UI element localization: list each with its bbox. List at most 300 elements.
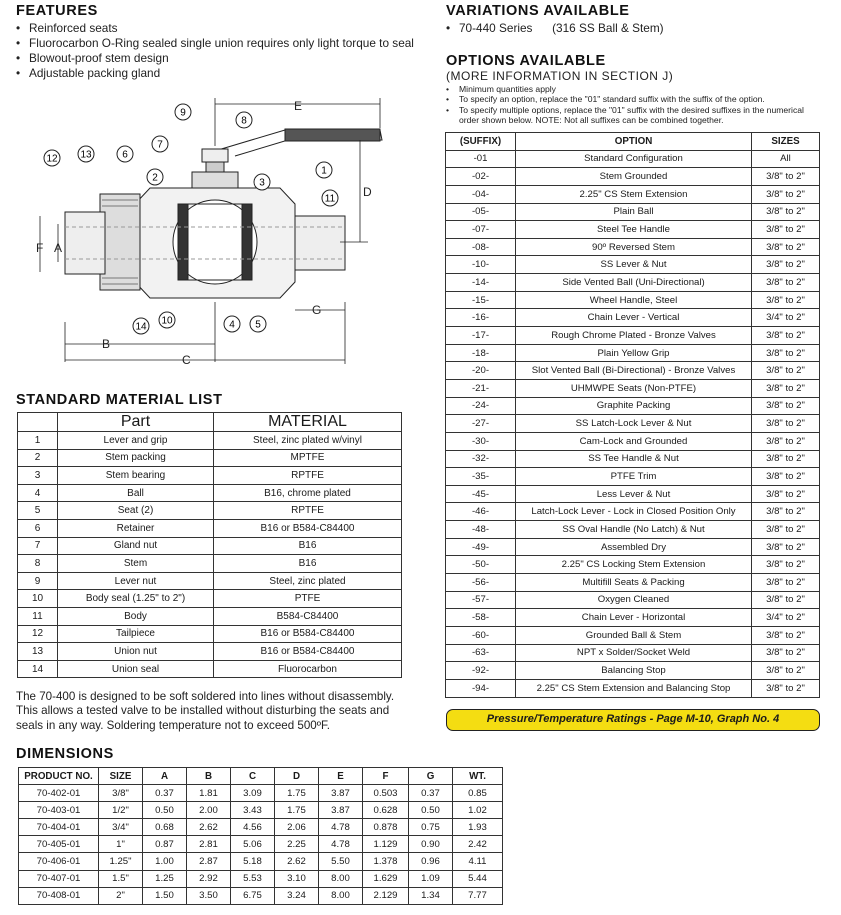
callout-number: 2 [152, 172, 158, 184]
dimensions-cell: 2.00 [187, 802, 231, 819]
dimensions-cell: 0.75 [409, 819, 453, 836]
materials-cell: 7 [18, 537, 58, 555]
options-cell: -45- [446, 485, 516, 503]
options-cell: -16- [446, 309, 516, 327]
options-cell: Graphite Packing [516, 397, 752, 415]
materials-cell: 2 [18, 449, 58, 467]
options-cell: 3/8" to 2" [752, 362, 820, 380]
dimensions-header: G [409, 768, 453, 785]
options-cell: -01 [446, 150, 516, 168]
materials-header-row [18, 413, 402, 432]
options-cell: -58- [446, 609, 516, 627]
options-cell: NPT x Solder/Socket Weld [516, 644, 752, 662]
options-cell: SS Latch-Lock Lever & Nut [516, 415, 752, 433]
options-cell: 90º Reversed Stem [516, 238, 752, 256]
materials-header: MATERIAL [214, 413, 402, 432]
options-cell: 3/8" to 2" [752, 450, 820, 468]
options-header: SIZES [752, 133, 820, 151]
materials-header: Part [58, 413, 214, 432]
materials-cell: 13 [18, 643, 58, 661]
dimensions-cell: 0.37 [409, 785, 453, 802]
options-cell: 3/4" to 2" [752, 609, 820, 627]
options-cell: 2.25" CS Stem Extension [516, 185, 752, 203]
materials-cell: Lever nut [58, 572, 214, 590]
option-note: • To specify multiple options, replace the "01" suffix with the desired suffixes in the numerical order shown below. NOTE: Not all suffixes can be combined together. [446, 105, 826, 126]
dimensions-cell: 2.62 [275, 853, 319, 870]
table-row [18, 502, 402, 520]
dimensions-header: PRODUCT NO. [19, 768, 99, 785]
dimensions-cell: 0.90 [409, 836, 453, 853]
dimensions-header: D [275, 768, 319, 785]
dimensions-cell: 2.87 [187, 853, 231, 870]
options-cell: 3/8" to 2" [752, 538, 820, 556]
options-cell: Side Vented Ball (Uni-Directional) [516, 274, 752, 292]
options-cell: Stem Grounded [516, 168, 752, 186]
dimensions-cell: 2.81 [187, 836, 231, 853]
variations-title: VARIATIONS AVAILABLE [446, 3, 630, 19]
table-row [446, 556, 820, 574]
callout-number: 14 [135, 321, 147, 333]
options-cell: Steel Tee Handle [516, 221, 752, 239]
table-row [18, 572, 402, 590]
materials-cell: Seat (2) [58, 502, 214, 520]
callout-number: 10 [161, 315, 173, 327]
dimensions-cell: 4.78 [319, 836, 363, 853]
dimensions-cell: 1.50 [143, 887, 187, 904]
gland-nut [192, 172, 238, 188]
options-header: (SUFFIX) [446, 133, 516, 151]
materials-table [17, 412, 402, 678]
option-note: • To specify an option, replace the "01" standard suffix with the suffix of the option. [446, 94, 826, 104]
dimensions-cell: 3.87 [319, 785, 363, 802]
options-cell: -35- [446, 468, 516, 486]
table-row [446, 362, 820, 380]
dimensions-cell: 3.87 [319, 802, 363, 819]
dimensions-cell: 2.25 [275, 836, 319, 853]
callout-number: 11 [324, 193, 336, 205]
table-row [19, 819, 503, 836]
options-cell: Wheel Handle, Steel [516, 291, 752, 309]
options-cell: 3/8" to 2" [752, 168, 820, 186]
table-row [446, 609, 820, 627]
table-row [18, 625, 402, 643]
features-title: FEATURES [16, 3, 98, 19]
dimensions-cell: 0.50 [143, 802, 187, 819]
dimensions-cell: 3.43 [231, 802, 275, 819]
dimensions-cell: 1.09 [409, 870, 453, 887]
table-row [446, 503, 820, 521]
materials-cell: Steel, zinc plated w/vinyl [214, 432, 402, 450]
options-cell: Chain Lever - Horizontal [516, 609, 752, 627]
materials-cell: B16 [214, 555, 402, 573]
feature-item: • Reinforced seats [16, 21, 436, 36]
options-cell: 2.25" CS Locking Stem Extension [516, 556, 752, 574]
options-cell: SS Oval Handle (No Latch) & Nut [516, 521, 752, 539]
options-cell: 3/8" to 2" [752, 256, 820, 274]
dimensions-section [16, 746, 114, 762]
materials-cell: Gland nut [58, 537, 214, 555]
materials-cell: Fluorocarbon [214, 660, 402, 678]
options-cell: 3/8" to 2" [752, 485, 820, 503]
options-cell: 3/8" to 2" [752, 574, 820, 592]
materials-cell: PTFE [214, 590, 402, 608]
dimensions-cell: 0.85 [453, 785, 503, 802]
options-cell: 3/8" to 2" [752, 679, 820, 697]
materials-cell: B16 or B584-C84400 [214, 519, 402, 537]
dimensions-cell: 7.77 [453, 887, 503, 904]
dimensions-header: B [187, 768, 231, 785]
options-cell: 3/8" to 2" [752, 221, 820, 239]
options-cell: UHMWPE Seats (Non-PTFE) [516, 379, 752, 397]
dimensions-cell: 6.75 [231, 887, 275, 904]
dimensions-header: F [363, 768, 409, 785]
table-row [446, 644, 820, 662]
dimensions-cell: 1.629 [363, 870, 409, 887]
options-cell: SS Lever & Nut [516, 256, 752, 274]
dim-label-d: D [363, 185, 372, 199]
table-row [18, 484, 402, 502]
table-row [446, 309, 820, 327]
dimensions-cell: 70-405-01 [19, 836, 99, 853]
variation-item: • 70-440 Series (316 SS Ball & Stem) [446, 21, 836, 36]
dimensions-cell: 1.02 [453, 802, 503, 819]
dimensions-cell: 8.00 [319, 887, 363, 904]
lever-nut [202, 149, 228, 162]
options-cell: -18- [446, 344, 516, 362]
table-row [19, 785, 503, 802]
dim-label-c: C [182, 353, 191, 367]
options-cell: -92- [446, 662, 516, 680]
callout-number: 4 [229, 319, 235, 331]
options-cell: Less Lever & Nut [516, 485, 752, 503]
materials-cell: 1 [18, 432, 58, 450]
dimensions-header-row [19, 768, 503, 785]
options-cell: -20- [446, 362, 516, 380]
features-section [16, 3, 436, 81]
table-row [18, 643, 402, 661]
table-row [446, 415, 820, 433]
dimensions-cell: 3/8" [99, 785, 143, 802]
materials-cell: 11 [18, 607, 58, 625]
options-title: OPTIONS AVAILABLE [446, 53, 606, 69]
callout-number: 6 [122, 149, 128, 161]
table-row [446, 450, 820, 468]
materials-cell: 3 [18, 467, 58, 485]
callout-number: 3 [259, 177, 265, 189]
dimensions-cell: 0.96 [409, 853, 453, 870]
options-cell: Oxygen Cleaned [516, 591, 752, 609]
options-cell: 3/8" to 2" [752, 274, 820, 292]
table-row [18, 660, 402, 678]
options-cell: Grounded Ball & Stem [516, 626, 752, 644]
materials-cell: B16 or B584-C84400 [214, 625, 402, 643]
dimensions-cell: 1.00 [143, 853, 187, 870]
callout-number: 8 [241, 115, 247, 127]
table-row [446, 397, 820, 415]
table-row [446, 256, 820, 274]
options-cell: Chain Lever - Vertical [516, 309, 752, 327]
dimensions-cell: 5.53 [231, 870, 275, 887]
table-row [446, 379, 820, 397]
table-row [18, 555, 402, 573]
materials-cell: Body [58, 607, 214, 625]
options-section [446, 53, 826, 125]
dimensions-title: DIMENSIONS [16, 746, 114, 762]
dimensions-cell: 5.06 [231, 836, 275, 853]
materials-cell: Body seal (1.25" to 2") [58, 590, 214, 608]
table-row [446, 203, 820, 221]
options-cell: -57- [446, 591, 516, 609]
options-cell: 3/8" to 2" [752, 327, 820, 345]
ratings-banner [446, 709, 820, 731]
dimensions-cell: 5.50 [319, 853, 363, 870]
materials-cell: 5 [18, 502, 58, 520]
materials-cell: Lever and grip [58, 432, 214, 450]
table-row [446, 679, 820, 697]
table-row [446, 468, 820, 486]
valve-diagram [10, 92, 430, 374]
options-cell: -05- [446, 203, 516, 221]
dimensions-cell: 3.24 [275, 887, 319, 904]
dimensions-cell: 70-407-01 [19, 870, 99, 887]
materials-cell: B584-C84400 [214, 607, 402, 625]
dimensions-cell: 8.00 [319, 870, 363, 887]
materials-cell: 6 [18, 519, 58, 537]
dimensions-cell: 0.878 [363, 819, 409, 836]
dimensions-cell: 1.34 [409, 887, 453, 904]
options-cell: SS Tee Handle & Nut [516, 450, 752, 468]
table-row [446, 168, 820, 186]
dimensions-cell: 70-403-01 [19, 802, 99, 819]
callout-number: 1 [321, 165, 327, 177]
table-row [446, 662, 820, 680]
options-cell: PTFE Trim [516, 468, 752, 486]
materials-cell: RPTFE [214, 467, 402, 485]
dimensions-cell: 4.11 [453, 853, 503, 870]
dimensions-cell: 2.42 [453, 836, 503, 853]
options-cell: 3/8" to 2" [752, 626, 820, 644]
options-cell: 3/8" to 2" [752, 521, 820, 539]
table-row [19, 887, 503, 904]
table-row [446, 538, 820, 556]
options-cell: -48- [446, 521, 516, 539]
table-row [446, 521, 820, 539]
options-notes [446, 84, 826, 125]
options-cell: Plain Ball [516, 203, 752, 221]
dimensions-cell: 1.25" [99, 853, 143, 870]
materials-section [16, 392, 223, 408]
options-cell: 3/8" to 2" [752, 503, 820, 521]
materials-cell: Tailpiece [58, 625, 214, 643]
options-cell: 3/8" to 2" [752, 291, 820, 309]
dimensions-cell: 4.78 [319, 819, 363, 836]
dimensions-cell: 1.378 [363, 853, 409, 870]
options-cell: 3/8" to 2" [752, 397, 820, 415]
callout-number: 12 [46, 153, 58, 165]
options-cell: -15- [446, 291, 516, 309]
options-cell: -17- [446, 327, 516, 345]
callout-number: 13 [80, 149, 92, 161]
materials-cell: RPTFE [214, 502, 402, 520]
materials-cell: Union seal [58, 660, 214, 678]
table-row [18, 607, 402, 625]
options-cell: -08- [446, 238, 516, 256]
table-row [446, 327, 820, 345]
options-cell: 3/8" to 2" [752, 468, 820, 486]
dimensions-cell: 1" [99, 836, 143, 853]
table-row [19, 802, 503, 819]
options-cell: -56- [446, 574, 516, 592]
dimensions-header: C [231, 768, 275, 785]
options-cell: Plain Yellow Grip [516, 344, 752, 362]
table-row [19, 853, 503, 870]
materials-cell: B16, chrome plated [214, 484, 402, 502]
options-cell: 3/8" to 2" [752, 344, 820, 362]
dimensions-cell: 3.50 [187, 887, 231, 904]
options-cell: -14- [446, 274, 516, 292]
dimensions-cell: 5.18 [231, 853, 275, 870]
options-cell: Latch-Lock Lever - Lock in Closed Position Only [516, 503, 752, 521]
options-cell: 3/8" to 2" [752, 556, 820, 574]
table-row [446, 150, 820, 168]
options-cell: All [752, 150, 820, 168]
options-table [445, 132, 820, 698]
materials-cell: Ball [58, 484, 214, 502]
variations-list [446, 21, 836, 36]
table-row [446, 432, 820, 450]
table-row [446, 274, 820, 292]
options-cell: -63- [446, 644, 516, 662]
options-cell: -60- [446, 626, 516, 644]
dim-label-e: E [294, 99, 303, 113]
materials-cell: 14 [18, 660, 58, 678]
options-cell: 3/8" to 2" [752, 415, 820, 433]
table-row [18, 590, 402, 608]
dimensions-cell: 1.93 [453, 819, 503, 836]
dimensions-cell: 0.87 [143, 836, 187, 853]
dimensions-cell: 0.68 [143, 819, 187, 836]
dimensions-cell: 2.06 [275, 819, 319, 836]
table-row [446, 291, 820, 309]
materials-cell: Retainer [58, 519, 214, 537]
options-cell: 3/8" to 2" [752, 185, 820, 203]
dimensions-cell: 1.129 [363, 836, 409, 853]
feature-item: • Blowout-proof stem design [16, 51, 436, 66]
option-note: • Minimum quantities apply [446, 84, 826, 94]
table-row [446, 485, 820, 503]
dimensions-cell: 3.09 [231, 785, 275, 802]
materials-cell: 10 [18, 590, 58, 608]
seat-left [178, 204, 188, 280]
options-cell: 3/8" to 2" [752, 379, 820, 397]
options-cell: -04- [446, 185, 516, 203]
dimensions-cell: 0.37 [143, 785, 187, 802]
dimensions-cell: 2.129 [363, 887, 409, 904]
table-row [446, 238, 820, 256]
options-cell: -46- [446, 503, 516, 521]
options-cell: Standard Configuration [516, 150, 752, 168]
options-cell: -07- [446, 221, 516, 239]
materials-header [18, 413, 58, 432]
options-cell: 3/8" to 2" [752, 432, 820, 450]
materials-cell: 9 [18, 572, 58, 590]
options-cell: Assembled Dry [516, 538, 752, 556]
table-row [18, 537, 402, 555]
materials-cell: B16 or B584-C84400 [214, 643, 402, 661]
dim-label-b: B [102, 337, 111, 351]
table-row [446, 574, 820, 592]
callout-number: 7 [157, 139, 163, 151]
table-row [446, 591, 820, 609]
dimensions-cell: 5.44 [453, 870, 503, 887]
feature-item: • Adjustable packing gland [16, 66, 436, 81]
options-cell: -50- [446, 556, 516, 574]
options-cell: 2.25" CS Stem Extension and Balancing Stop [516, 679, 752, 697]
table-row [446, 626, 820, 644]
dimensions-cell: 70-404-01 [19, 819, 99, 836]
dimensions-cell: 70-406-01 [19, 853, 99, 870]
materials-cell: 12 [18, 625, 58, 643]
dimensions-cell: 3.10 [275, 870, 319, 887]
materials-title: STANDARD MATERIAL LIST [16, 392, 223, 408]
options-cell: 3/4" to 2" [752, 309, 820, 327]
dimensions-cell: 1.75 [275, 785, 319, 802]
options-cell: Balancing Stop [516, 662, 752, 680]
dimensions-cell: 1.75 [275, 802, 319, 819]
dimensions-cell: 2.62 [187, 819, 231, 836]
tailpiece-right [295, 216, 345, 270]
table-row [18, 432, 402, 450]
dimensions-cell: 0.50 [409, 802, 453, 819]
materials-cell: MPTFE [214, 449, 402, 467]
options-subtitle: (MORE INFORMATION IN SECTION J) [446, 69, 674, 83]
options-cell: 3/8" to 2" [752, 238, 820, 256]
tailpiece-left [65, 212, 105, 274]
dimensions-cell: 70-402-01 [19, 785, 99, 802]
table-row [446, 344, 820, 362]
options-cell: 3/8" to 2" [752, 662, 820, 680]
dimensions-cell: 2" [99, 887, 143, 904]
lever-grip [285, 129, 380, 141]
callout-number: 5 [255, 319, 261, 331]
options-cell: -24- [446, 397, 516, 415]
options-cell: -49- [446, 538, 516, 556]
dimensions-header: E [319, 768, 363, 785]
table-row [18, 449, 402, 467]
options-cell: -10- [446, 256, 516, 274]
options-cell: Cam-Lock and Grounded [516, 432, 752, 450]
options-cell: -30- [446, 432, 516, 450]
options-header: OPTION [516, 133, 752, 151]
options-cell: Rough Chrome Plated - Bronze Valves [516, 327, 752, 345]
dimensions-cell: 70-408-01 [19, 887, 99, 904]
materials-cell: Steel, zinc plated [214, 572, 402, 590]
dimensions-table [18, 767, 503, 905]
feature-item: • Fluorocarbon O-Ring sealed single union requires only light torque to seal [16, 36, 436, 51]
features-list [16, 21, 436, 81]
table-row [19, 836, 503, 853]
ratings-label: Pressure/Temperature Ratings - Page M-10, Graph No. 4 [486, 713, 780, 725]
options-cell: -02- [446, 168, 516, 186]
materials-cell: 4 [18, 484, 58, 502]
dim-label-g: G [312, 303, 322, 317]
dim-label-a: A [54, 241, 63, 255]
dimensions-header: SIZE [99, 768, 143, 785]
callout-number: 9 [180, 107, 186, 119]
seat-right [242, 204, 252, 280]
dimensions-cell: 0.503 [363, 785, 409, 802]
dimensions-cell: 1/2" [99, 802, 143, 819]
